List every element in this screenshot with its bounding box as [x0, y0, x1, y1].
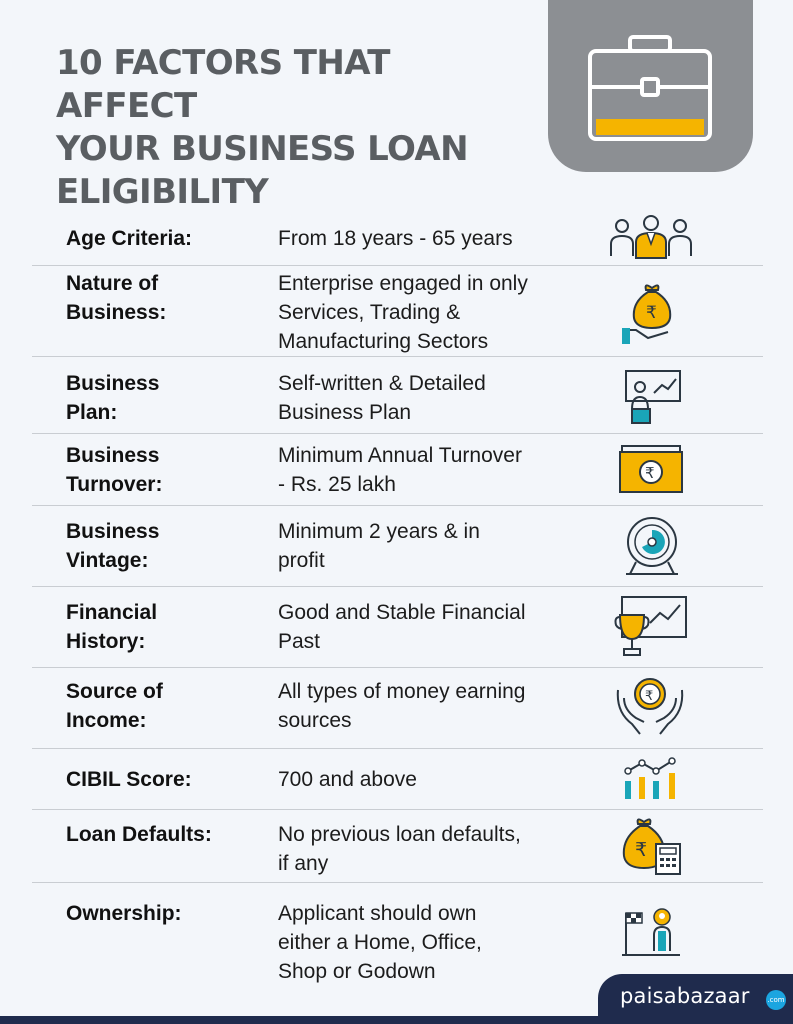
- title-line-2: YOUR BUSINESS LOAN: [56, 129, 468, 169]
- factor-value: Enterprise engaged in only Services, Trading & Manufacturing Sectors: [278, 272, 528, 353]
- factor-label: Business Vintage:: [66, 520, 160, 572]
- factor-value: Minimum Annual Turnover - Rs. 25 lakh: [278, 444, 522, 496]
- factor-row-nature-of-business: [32, 266, 763, 357]
- page-title: [56, 42, 526, 214]
- svg-text:₹: ₹: [646, 303, 657, 323]
- factor-label: Business Turnover:: [66, 444, 163, 496]
- brand-name: paisabazaar: [620, 984, 750, 1008]
- brand-suffix: .com: [766, 990, 786, 1010]
- factor-row-age-criteria: [32, 208, 763, 266]
- bar-chart-icon: [622, 757, 678, 801]
- money-bag-calculator-icon: [620, 816, 684, 878]
- factor-value: All types of money earning sources: [278, 680, 526, 732]
- factor-row-ownership: [32, 883, 763, 983]
- hands-coin-icon: [614, 676, 686, 740]
- brand-logo: [598, 974, 793, 1024]
- svg-text:₹: ₹: [635, 839, 648, 861]
- cash-bundle-icon: [618, 444, 684, 496]
- money-bag-hand-icon: [622, 280, 682, 346]
- factor-value: No previous loan defaults, if any: [278, 823, 521, 875]
- presentation-icon: [624, 369, 684, 425]
- factor-value: From 18 years - 65 years: [278, 227, 513, 250]
- people-group-icon: [608, 214, 694, 260]
- svg-text:₹: ₹: [645, 689, 654, 704]
- factor-label: Age Criteria:: [66, 227, 193, 250]
- factor-row-business-vintage: [32, 506, 763, 587]
- factor-label: Ownership:: [66, 902, 182, 925]
- title-line-1: 10 FACTORS THAT AFFECT: [56, 43, 390, 126]
- factor-row-business-turnover: [32, 434, 763, 506]
- factor-label: Nature of Business:: [66, 272, 167, 324]
- factor-label: Loan Defaults:: [66, 823, 212, 846]
- factor-label: Financial History:: [66, 601, 158, 653]
- clock-icon: [622, 514, 682, 578]
- factor-value: Self-written & Detailed Business Plan: [278, 372, 486, 424]
- factor-row-business-plan: [32, 357, 763, 434]
- factor-row-loan-defaults: [32, 810, 763, 883]
- factor-value: Good and Stable Financial Past: [278, 601, 526, 653]
- factor-value: 700 and above: [278, 768, 417, 791]
- factor-row-financial-history: [32, 587, 763, 668]
- briefcase-badge: [548, 0, 753, 172]
- factor-value: Minimum 2 years & in profit: [278, 520, 480, 572]
- trophy-chart-icon: [612, 595, 688, 659]
- title-line-3: ELIGIBILITY: [56, 172, 269, 212]
- factor-row-cibil-score: [32, 749, 763, 810]
- svg-text:₹: ₹: [645, 464, 655, 482]
- briefcase-icon: [586, 33, 714, 145]
- factor-label: Source of Income:: [66, 680, 163, 732]
- factors-table: [32, 208, 763, 983]
- factor-label: Business Plan:: [66, 372, 160, 424]
- factor-label: CIBIL Score:: [66, 768, 192, 791]
- factor-row-source-of-income: [32, 668, 763, 749]
- factor-value: Applicant should own either a Home, Office, Shop or Godown: [278, 902, 482, 983]
- person-flag-icon: [620, 907, 682, 959]
